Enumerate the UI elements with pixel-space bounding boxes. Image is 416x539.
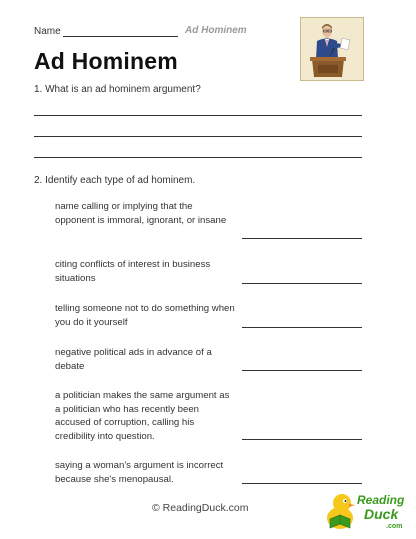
speaker-at-podium-illustration [300,17,364,81]
item-text-6: saying a woman's argument is incorrect because she's menopausal. [55,460,224,485]
question-2: 2. Identify each type of ad hominem. [34,175,196,186]
item-text-2: citing conflicts of interest in business situations [55,259,211,284]
item-answer-line-3[interactable] [242,327,362,328]
logo-text-duck: Duck [364,506,399,522]
answer-line-1[interactable] [34,115,362,116]
item-text-4: negative political ads in advance of a debate [55,347,212,372]
worksheet-title: Ad Hominem [34,48,178,74]
item-text-1: name calling or implying that the opponent is immoral, ignorant, or insane [55,201,227,226]
item-answer-line-2[interactable] [242,283,362,284]
question-1: 1. What is an ad hominem argument? [34,84,201,95]
logo-text-com: .com [386,523,403,530]
header-worksheet-title: Ad Hominem [185,25,247,36]
logo-text-reading: Reading [357,493,405,507]
item-answer-line-1[interactable] [242,238,362,239]
name-label: Name [34,26,61,37]
item-answer-line-5[interactable] [242,439,362,440]
answer-line-2[interactable] [34,136,362,137]
name-line [63,36,178,37]
item-answer-line-4[interactable] [242,370,362,371]
item-text-5: a politician makes the same argument as a politician who has recently been accused of corruption, calling his credibility into question. [55,390,230,442]
footer-copyright: © ReadingDuck.com [152,502,249,514]
reading-duck-logo [324,488,410,534]
item-text-3: telling someone not to do something when you do it yourself [55,303,235,328]
answer-line-3[interactable] [34,157,362,158]
item-answer-line-6[interactable] [242,483,362,484]
